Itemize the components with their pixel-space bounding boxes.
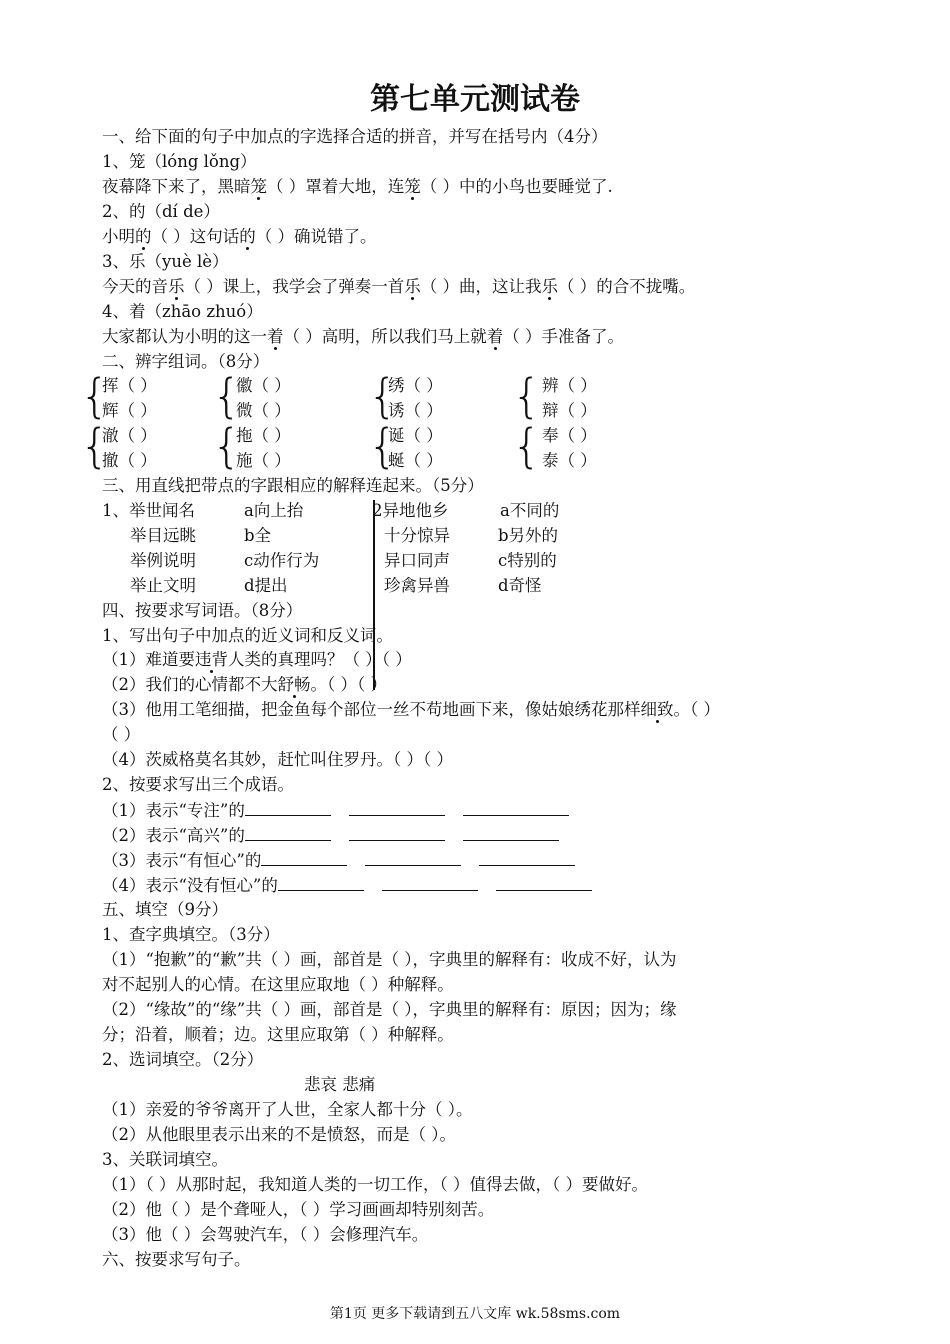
s5-q3-head: 3、关联词填空。: [102, 1150, 228, 1169]
s4-q1-3: [102, 697, 720, 722]
q1-sentence: [102, 174, 613, 199]
s5-q2-2: （2）从他眼里表示出来的不是愤怒，而是（ ）。: [102, 1125, 456, 1144]
section-4-heading: 四、按要求写词语。（8分）: [102, 601, 303, 620]
answer-blank[interactable]: [245, 797, 331, 816]
text: 。（ ）（ ）: [310, 675, 387, 694]
s5-q3-2: （2）他（ ）是个聋哑人，（ ）学习画画却特别刻苦。: [102, 1200, 495, 1219]
word-item: 诞（ ）: [388, 426, 443, 445]
text: （1）表示“专注”的: [102, 801, 245, 820]
word-item: 撤（ ）: [102, 451, 157, 470]
s5-q3-1: （1）（ ）从那时起，我知道人类的一切工作，（ ）值得去做，（ ）要做好。: [102, 1175, 648, 1194]
s4-q1-2: [102, 672, 387, 697]
q3-sentence: [102, 274, 695, 299]
brace-icon: {: [212, 419, 242, 473]
dotted-char: 乐: [404, 277, 421, 296]
page-title: 第七单元测试卷: [370, 82, 580, 117]
dotted-word: 违背: [195, 650, 228, 669]
dotted-char: 乐: [168, 277, 185, 296]
answer-blank[interactable]: [463, 797, 569, 816]
brace-icon: {: [80, 369, 110, 423]
s4-q2-3: [102, 847, 575, 873]
match-left-meaning: a向上抬: [244, 501, 304, 520]
text: 大家都认为小明的这一: [102, 327, 267, 346]
match-right-term: 珍禽异兽: [384, 576, 450, 595]
match-right-meaning: b另外的: [498, 526, 559, 545]
text: （ ）手准备了。: [503, 327, 624, 346]
s4-q1-1: [102, 647, 412, 672]
dotted-char: 的: [135, 227, 152, 246]
word-choices: 悲哀 悲痛: [304, 1075, 376, 1094]
word-item: 辩（ ）: [542, 401, 597, 420]
s5-q3-3: （3）他（ ）会驾驶汽车，（ ）会修理汽车。: [102, 1225, 429, 1244]
word-item: 拖（ ）: [236, 426, 291, 445]
text: （3）他用工笔细描，把金鱼每个部位一丝不苟地画下来，像姑娘绣花那样: [102, 700, 641, 719]
s5-q1-1: （1）“抱歉”的“歉”共（ ）画，部首是（ ），字典里的解释有：收成不好，认为: [102, 950, 677, 969]
word-item: 绣（ ）: [388, 376, 443, 395]
dotted-char: 笼: [404, 177, 421, 196]
word-item: 徽（ ）: [236, 376, 291, 395]
match-left-meaning: c动作行为: [244, 551, 320, 570]
brace-icon: {: [512, 369, 542, 423]
match-left-term: 1、举世闻名: [102, 501, 195, 520]
word-item: 辨（ ）: [542, 376, 597, 395]
text: （2）表示“高兴”的: [102, 826, 245, 845]
answer-blank[interactable]: [496, 872, 592, 891]
text: （2）我们的心情都不大: [102, 675, 278, 694]
page-footer: 第1页 更多下载请到五八文库 wk.58sms.com: [329, 1306, 621, 1322]
s5-q1-2-cont: 分；沿着，顺着；边。这里应取第（ ）种解释。: [102, 1025, 454, 1044]
match-left-meaning: d提出: [244, 576, 288, 595]
match-right-meaning: d奇怪: [498, 576, 542, 595]
s4-q2-head: 2、按要求写出三个成语。: [102, 775, 294, 794]
dotted-char: 笼: [250, 177, 267, 196]
q2-sentence: [102, 224, 377, 249]
answer-blank[interactable]: [365, 847, 461, 866]
section-1-heading: 一、给下面的句子中加点的字选择合适的拼音，并写在括号内（4分）: [102, 127, 608, 146]
s5-q1-head: 1、查字典填空。（3分）: [102, 925, 280, 944]
match-left-term: 举止文明: [130, 576, 196, 595]
word-item: 奉（ ）: [542, 426, 597, 445]
brace-icon: {: [212, 369, 242, 423]
word-item: 澈（ ）: [102, 426, 157, 445]
text: 今天的音: [102, 277, 168, 296]
s5-q1-1-cont: 对不起别人的心情。在这里应取地（ ）种解释。: [102, 975, 454, 994]
s5-q2-1: （1）亲爱的爷爷离开了人世，全家人都十分（ ）。: [102, 1100, 473, 1119]
dotted-char: 着: [267, 327, 284, 346]
s4-q1-3-cont: （ ）: [102, 725, 141, 744]
s5-q1-2: （2）“缘故”的“缘”共（ ）画，部首是（ ），字典里的解释有：原因；因为；缘: [102, 1000, 677, 1019]
dotted-char: 的: [239, 227, 256, 246]
q4-pinyin-head: 4、着（zhāo zhuó）: [102, 302, 263, 321]
s4-q1-head: 1、写出句子中加点的近义词和反义词。: [102, 626, 393, 645]
word-item: 辉（ ）: [102, 401, 157, 420]
text: （3）表示“有恒心”的: [102, 851, 262, 870]
match-right-term: 十分惊异: [384, 526, 450, 545]
answer-blank[interactable]: [349, 797, 445, 816]
s5-q2-head: 2、选词填空。（2分）: [102, 1050, 264, 1069]
answer-blank[interactable]: [278, 872, 364, 891]
answer-blank[interactable]: [382, 872, 478, 891]
text: 小明: [102, 227, 135, 246]
q2-pinyin-head: 2、的（dí de）: [102, 202, 220, 221]
dotted-word: 舒畅: [277, 675, 311, 694]
answer-blank[interactable]: [463, 822, 559, 841]
text: （ ）课上，我学会了弹奏一首: [184, 277, 405, 296]
q1-pinyin-head: 1、笼（lóng lǒng）: [102, 152, 257, 171]
match-right-meaning: a不同的: [500, 501, 560, 520]
text: （ ）中的小鸟也要睡觉了.: [420, 177, 613, 196]
brace-icon: {: [512, 419, 542, 473]
text: 人类的真理吗？（ ）（ ）: [228, 650, 412, 669]
brace-icon: {: [368, 419, 398, 473]
section-5-heading: 五、填空（9分）: [102, 900, 228, 919]
section-2-heading: 二、辨字组词。（8分）: [102, 352, 270, 371]
answer-blank[interactable]: [479, 847, 575, 866]
text: （ ）这句话: [151, 227, 240, 246]
word-item: 泰（ ）: [542, 451, 597, 470]
word-item: 施（ ）: [236, 451, 291, 470]
brace-icon: {: [368, 369, 398, 423]
match-right-meaning: c特别的: [498, 551, 557, 570]
dotted-char: 乐: [541, 277, 558, 296]
dotted-char: 着: [486, 327, 504, 346]
q4-sentence: [102, 324, 624, 349]
text: （4）表示“没有恒心”的: [102, 876, 278, 895]
match-left-term: 举例说明: [130, 551, 196, 570]
match-left-meaning: b全: [244, 526, 272, 545]
word-item: 蜒（ ）: [388, 451, 443, 470]
q3-pinyin-head: 3、乐（yuè lè）: [102, 252, 229, 271]
dotted-word: 细致: [640, 700, 674, 719]
text: （ ）曲，这让我: [420, 277, 542, 296]
section-3-heading: 三、用直线把带点的字跟相应的解释连起来。（5分）: [102, 476, 484, 495]
s4-q2-1: [102, 797, 569, 823]
brace-icon: {: [80, 419, 110, 473]
word-item: 挥（ ）: [102, 376, 157, 395]
answer-blank[interactable]: [245, 822, 331, 841]
s4-q2-2: [102, 822, 559, 848]
text: 。（ ）: [673, 700, 720, 719]
word-item: 诱（ ）: [388, 401, 443, 420]
word-item: 微（ ）: [236, 401, 291, 420]
match-right-term: 异口同声: [384, 551, 450, 570]
text: （ ）的合不拢嘴。: [558, 277, 696, 296]
text: （ ）高明，所以我们马上就: [283, 327, 487, 346]
match-left-term: 举目远眺: [130, 526, 196, 545]
section-6-heading: 六、按要求写句子。: [102, 1250, 251, 1269]
s4-q2-4: [102, 872, 592, 898]
answer-blank[interactable]: [261, 847, 347, 866]
text: （ ）确说错了。: [255, 227, 377, 246]
text: 夜幕降下来了，黑暗: [102, 177, 251, 196]
answer-blank[interactable]: [349, 822, 445, 841]
match-right-term: 2异地他乡: [372, 501, 449, 520]
s4-q1-4: （4）茨威格莫名其妙，赶忙叫住罗丹。（ ）（ ）: [102, 750, 453, 769]
text: （ ）罩着大地，连: [267, 177, 405, 196]
text: （1）难道要: [102, 650, 195, 669]
